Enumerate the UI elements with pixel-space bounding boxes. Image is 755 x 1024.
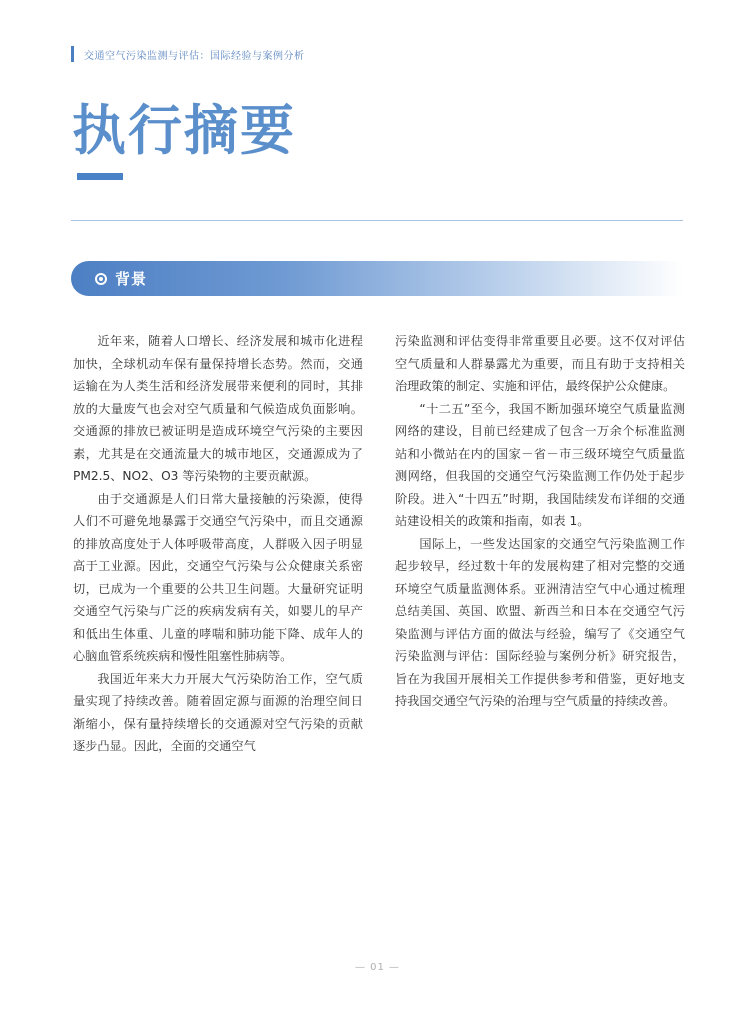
- page-title: 执行摘要: [72, 98, 296, 162]
- paragraph-5: 国际上，一些发达国家的交通空气污染监测工作起步较早，经过数十年的发展构建了相对完整的交通环境空气质量监测体系。亚洲清洁空气中心通过梳理总结美国、英国、欧盟、新西兰和日本在交通空气污染监测与评估方面的做法与经验，编写了《交通空气污染监测与评估：国际经验与案例分析》研究报告，旨在为我国开展相关工作提供参考和借鉴，更好地支持我国交通空气污染的治理与空气质量的持续改善。: [395, 536, 685, 708]
- paragraph-3-continued: 污染监测和评估变得非常重要且必要。这不仅对评估空气质量和人群暴露尤为重要，而且有助于支持相关治理政策的制定、实施和评估，最终保护公众健康。: [395, 334, 685, 393]
- right-column: [395, 330, 685, 713]
- paragraph-2: 由于交通源是人们日常大量接触的污染源，使得人们不可避免地暴露于交通空气污染中，而且交通源的排放高度处于人体呼吸带高度，人群吸入因子明显高于工业源。因此，交通空气污染与公众健康关系密切，已成为一个重要的公共卫生问题。大量研究证明交通空气污染与广泛的疾病发病有关，如婴儿的早产和低出生体重、儿童的哮喘和肺功能下降、成年人的心脑血管系统疾病和慢性阻塞性肺病等。: [73, 491, 363, 663]
- divider-line: [71, 220, 683, 221]
- section-title: 背景: [115, 270, 148, 288]
- running-title: 交通空气污染监测与评估：国际经验与案例分析: [84, 50, 305, 62]
- header-accent-bar: [71, 46, 74, 62]
- circle-bullet-icon: [95, 273, 107, 285]
- page-number: — 01 —: [354, 962, 401, 973]
- paragraph-3: 我国近年来大力开展大气污染防治工作，空气质量实现了持续改善。随着固定源与面源的治理空间日渐缩小，保有量持续增长的交通源对空气污染的贡献逐步凸显。因此，全面的交通空气: [73, 671, 363, 753]
- paragraph-4: “十二五”至今，我国不断加强环境空气质量监测网络的建设，目前已经建成了包含一万余个标准监测站和小微站在内的国家－省－市三级环境空气质量监测网络，但我国的交通空气污染监测工作仍处于起步阶段。进入“十四五”时期，我国陆续发布详细的交通站建设相关的政策和指南，如表 1。: [395, 401, 685, 528]
- paragraph-1: 近年来，随着人口增长、经济发展和城市化进程加快，全球机动车保有量保持增长态势。然而，交通运输在为人类生活和经济发展带来便利的同时，其排放的大量废气也会对空气质量和气候造成负面影响。交通源的排放已被证明是造成环境空气污染的主要因素，尤其是在交通流量大的城市地区，交通源成为了 PM2.5、NO2、O3 等污染物的主要贡献源。: [73, 334, 363, 483]
- running-header: [71, 46, 305, 62]
- section-header-background: [71, 261, 683, 296]
- left-column: [73, 330, 363, 758]
- title-underline-bar: [77, 173, 123, 180]
